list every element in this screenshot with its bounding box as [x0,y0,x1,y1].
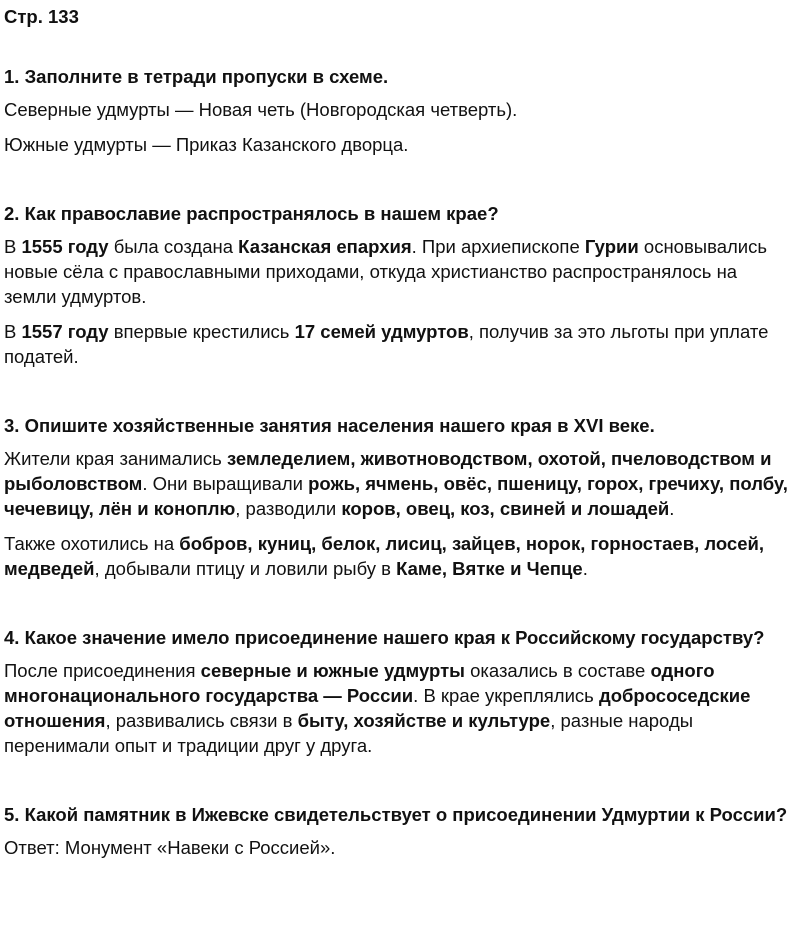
question-1 [4,64,792,157]
question-2 [4,201,792,369]
bold-text: северные и южные удмурты [200,660,465,681]
text: В [4,321,22,342]
text: . В крае укреплялись [413,685,599,706]
question-5-answer: Ответ: Монумент «Навеки с Россией». [4,837,336,858]
text: оказались в составе [464,660,651,681]
question-3-paragraph-1 [4,446,792,521]
text: . При архиепископе [411,236,585,257]
question-1-line-1: Северные удмурты — Новая четь (Новгородская четверть). [4,99,518,120]
question-3 [4,413,792,581]
bold-text: коров, овец, коз, свиней и лошадей [341,498,670,519]
text: , разводили [235,498,342,519]
section-gap [4,591,792,625]
text: , добывали птицу и ловили рыбу в [94,558,397,579]
text: . [669,498,675,519]
text: После присоединения [4,660,201,681]
text: основывались новые сёла с православными приходами, откуда христианство распространялось на земли удмуртов. [4,236,768,307]
text: , развивались связи в [105,710,298,731]
question-2-paragraph-2 [4,319,792,369]
section-gap [4,768,792,802]
bold-text: 1555 году [21,236,109,257]
text: была создана [108,236,239,257]
bold-text: бобров, куниц, белок, лисиц, зайцев, норок, горностаев, лосей, медведей [4,533,765,579]
bold-text: быту, хозяйстве и культуре [297,710,551,731]
text: , разные народы перенимали опыт и традиции друг у друга. [4,710,694,756]
question-4-title: 4. Какое значение имело присоединение нашего края к Российскому государству? [4,627,765,648]
question-5-title: 5. Какой памятник в Ижевске свидетельствует о присоединении Удмуртии к России? [4,804,788,825]
page-label: Стр. 133 [4,6,79,27]
question-4 [4,625,792,758]
section-gap [4,379,792,413]
text: . [582,558,588,579]
bold-text: Гурии [584,236,639,257]
bold-text: добрососедские отношения [4,685,751,731]
question-1-line-2: Южные удмурты — Приказ Казанского дворца. [4,134,409,155]
text: . Они выращивали [142,473,309,494]
text: В [4,236,22,257]
question-2-title: 2. Как православие распространялось в нашем крае? [4,203,499,224]
question-2-paragraph-1 [4,234,792,309]
text: Также охотились на [4,533,180,554]
bold-text: земледелием, животноводством, охотой, пчеловодством и рыболовством [4,448,772,494]
text: Жители края занимались [4,448,227,469]
bold-text: одного многонационального государства — России [4,660,715,706]
bold-text: 17 семей удмуртов [294,321,469,342]
question-3-title: 3. Опишите хозяйственные занятия населения нашего края в XVI веке. [4,415,655,436]
bold-text: Казанская епархия [238,236,412,257]
question-4-paragraph-1 [4,658,792,758]
question-5 [4,802,792,860]
question-1-title: 1. Заполните в тетради пропуски в схеме. [4,66,389,87]
bold-text: 1557 году [21,321,109,342]
bold-text: рожь, ячмень, овёс, пшеницу, горох, гречиху, полбу, чечевицу, лён и коноплю [4,473,788,519]
text: впервые крестились [108,321,295,342]
section-gap [4,167,792,201]
bold-text: Каме, Вятке и Чепце [396,558,583,579]
text: , получив за это льготы при уплате податей. [4,321,769,367]
question-3-paragraph-2 [4,531,792,581]
